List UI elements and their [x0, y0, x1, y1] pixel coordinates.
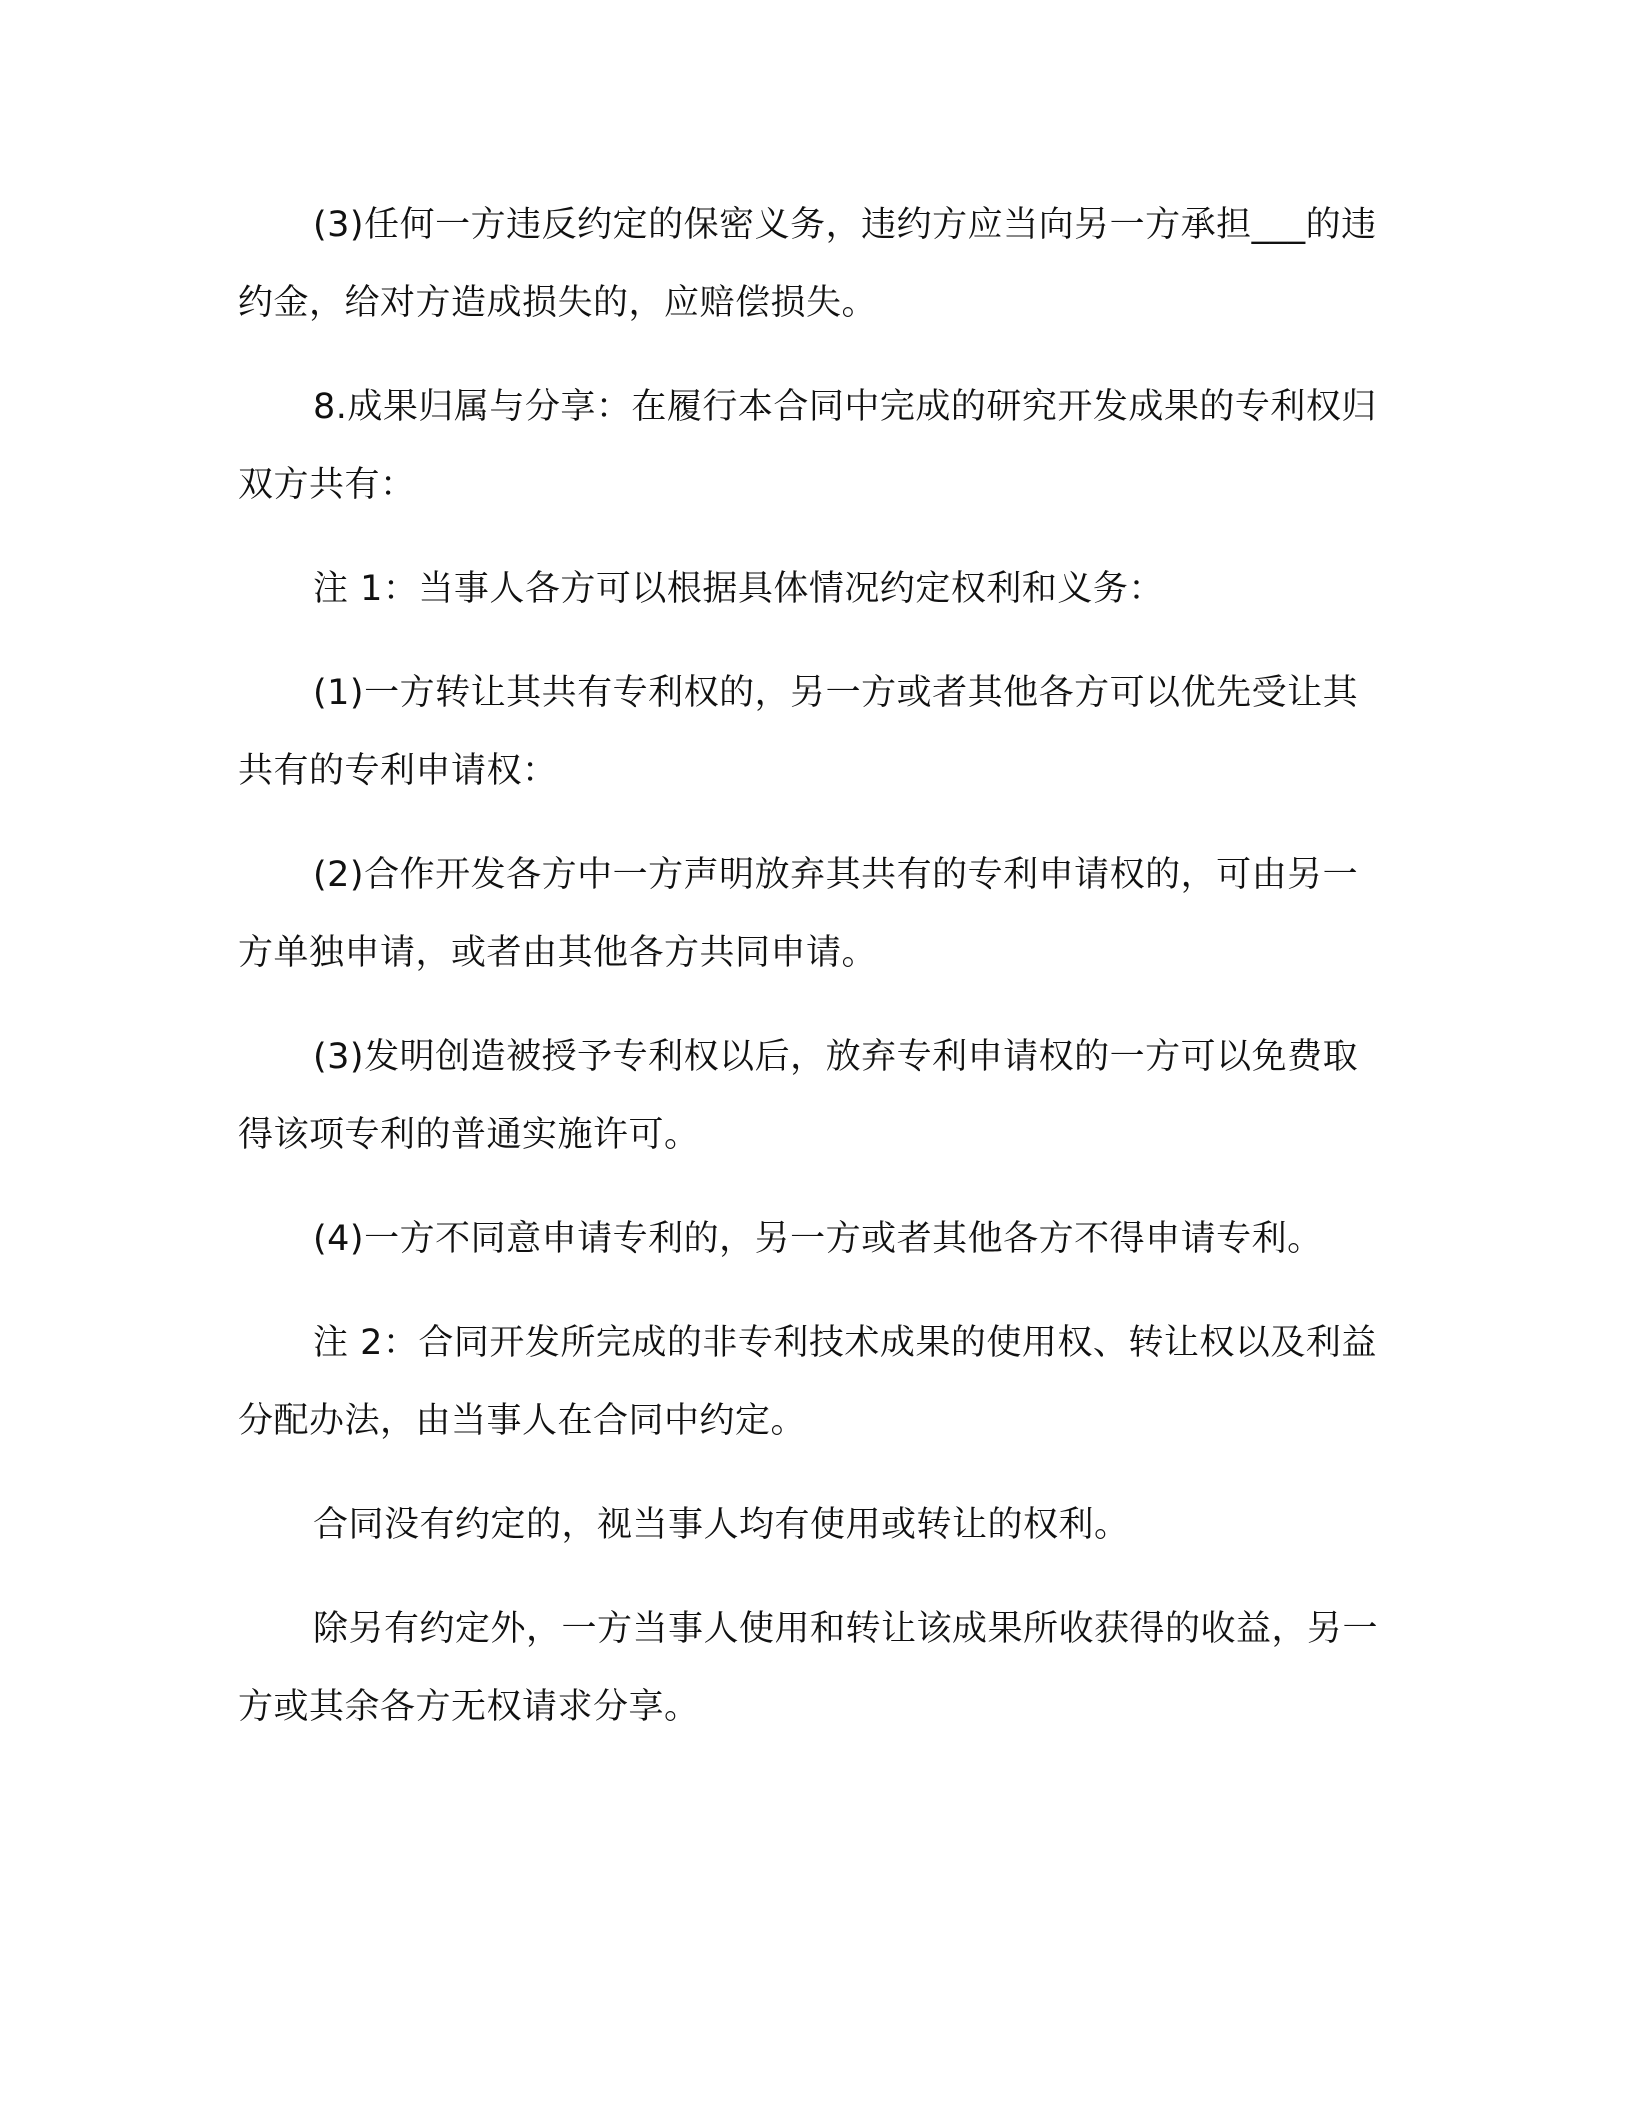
- paragraph-item-4: (4)一方不同意申请专利的，另一方或者其他各方不得申请专利。: [313, 1219, 1323, 1259]
- paragraph-confidentiality-penalty: (3)任何一方违反约定的保密义务，违约方应当向另一方承担___的违约金，给对方造成损失的，应赔偿损失。: [238, 205, 1377, 323]
- paragraph-note-2: 注 2：合同开发所完成的非专利技术成果的使用权、转让权以及利益分配办法，由当事人在合同中约定。: [238, 1323, 1377, 1441]
- paragraph-note-1: 注 1：当事人各方可以根据具体情况约定权利和义务：: [313, 569, 1164, 609]
- paragraph-item-1: (1)一方转让其共有专利权的，另一方或者其他各方可以优先受让其共有的专利申请权：: [238, 673, 1359, 791]
- paragraph-item-2: (2)合作开发各方中一方声明放弃其共有的专利申请权的，可由另一方单独申请，或者由其他各方共同申请。: [238, 855, 1359, 973]
- paragraph-item-3: (3)发明创造被授予专利权以后，放弃专利申请权的一方可以免费取得该项专利的普通实施许可。: [238, 1037, 1359, 1155]
- document-body: [238, 186, 1388, 1772]
- paragraph-revenue-sharing: 除另有约定外，一方当事人使用和转让该成果所收获得的收益，另一方或其余各方无权请求分享。: [238, 1609, 1379, 1727]
- paragraph-no-agreement: 合同没有约定的，视当事人均有使用或转让的权利。: [313, 1505, 1130, 1545]
- paragraph-results-ownership: 8.成果归属与分享：在履行本合同中完成的研究开发成果的专利权归双方共有：: [238, 387, 1377, 505]
